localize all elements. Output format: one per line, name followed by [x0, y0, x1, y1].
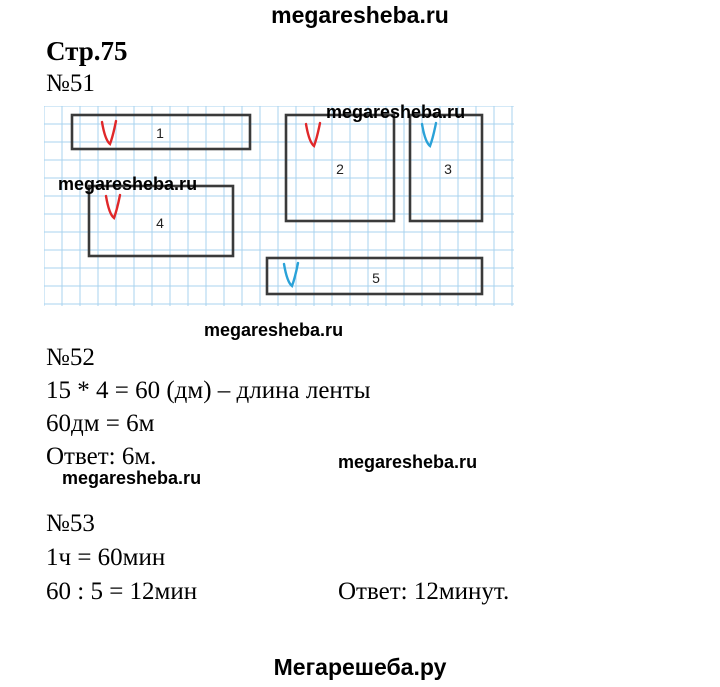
blue-check-mark — [422, 123, 436, 146]
page-title: Стр.75 — [46, 36, 128, 66]
task-52-answer: Ответ: 6м. — [46, 443, 157, 470]
task-52-line-2: 60дм = 6м — [46, 410, 155, 437]
task-53-line-2: 60 : 5 = 12мин — [46, 578, 198, 605]
task-51-label: №51 — [46, 70, 95, 97]
task-53-answer: Ответ: 12минут. — [338, 578, 510, 605]
red-check-mark — [306, 123, 320, 146]
grid-lines — [44, 106, 514, 306]
rectangle-2 — [286, 115, 394, 221]
task-52-line-1: 15 * 4 = 60 (дм) – длина ленты — [46, 377, 371, 404]
task-53-line-1: 1ч = 60мин — [46, 544, 166, 571]
rectangle-label: 4 — [156, 215, 164, 231]
rectangle-1 — [72, 115, 250, 149]
rectangle-label: 3 — [444, 161, 452, 177]
watermark-bottom: Мегарешеба.ру — [273, 654, 447, 680]
watermark-grid-upper: megaresheba.ru — [326, 102, 466, 122]
watermark-mid-left: megaresheba.ru — [62, 468, 202, 488]
red-check-mark — [106, 195, 120, 218]
watermark-grid-left: megaresheba.ru — [58, 174, 198, 194]
task-52-label: №52 — [46, 344, 95, 371]
task-51-grid-figure — [44, 106, 514, 306]
watermark-after-grid: megaresheba.ru — [204, 320, 344, 340]
rectangle-5 — [267, 258, 482, 294]
rectangle-3 — [410, 115, 482, 221]
watermark-mid-right: megaresheba.ru — [338, 452, 478, 472]
rectangle-label: 2 — [336, 161, 344, 177]
task-53-label: №53 — [46, 510, 95, 537]
rectangle-label: 1 — [156, 125, 164, 141]
watermark-top: megaresheba.ru — [271, 2, 449, 28]
rectangle-label: 5 — [372, 270, 380, 286]
